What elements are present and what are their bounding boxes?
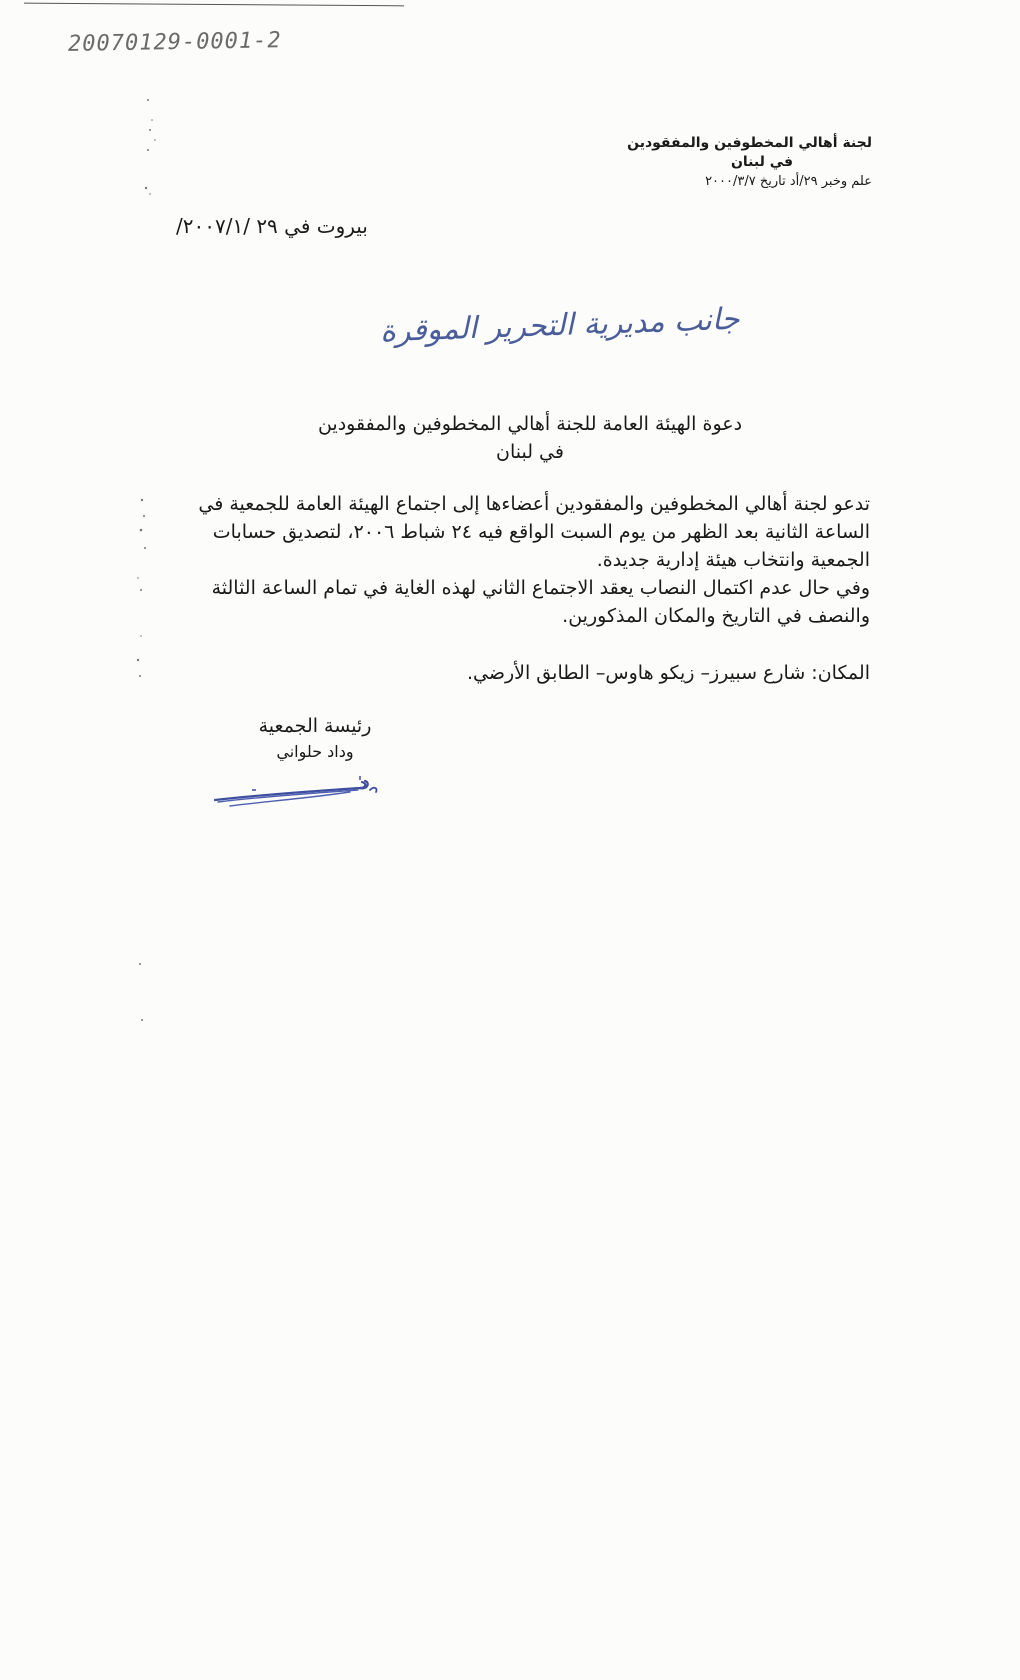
date-line: بيروت في ٢٩ /٢٠٠٧/١/ <box>176 214 368 238</box>
letterhead-country: في لبنان <box>730 154 794 170</box>
body-line: تدعو لجنة أهالي المخطوفين والمفقودين أعضاءها إلى اجتماع الهيئة العامة للجمعية في <box>198 493 870 515</box>
body-paragraph <box>190 490 870 630</box>
signer-name: وداد حلواني <box>276 742 354 761</box>
handwritten-reference-number: 20070129-0001-2 <box>67 28 282 57</box>
letterhead-license: علم وخبر ٢٩/أد تاريخ ٢٠٠٠/٣/٧ <box>705 174 872 189</box>
letterhead <box>627 134 872 191</box>
handwritten-addressee: جانب مديرية التحرير الموقرة <box>379 301 741 350</box>
scan-specks <box>0 0 200 1100</box>
signature-mark <box>370 788 377 792</box>
title-line-2: في لبنان <box>496 441 564 463</box>
body-line: الساعة الثانية بعد الظهر من يوم السبت الواقع فيه ٢٤ شباط ٢٠٠٦، لتصديق حسابات <box>212 521 870 543</box>
handwritten-signature <box>210 776 380 816</box>
body-line: والنصف في التاريخ والمكان المذكورين. <box>562 605 870 627</box>
signer-role: رئيسة الجمعية <box>258 715 372 737</box>
meeting-location: المكان: شارع سبيرز– زيكو هاوس– الطابق الأرضي. <box>466 662 870 684</box>
title-line-1: دعوة الهيئة العامة للجنة أهالي المخطوفين والمفقودين <box>317 413 743 435</box>
body-line: وفي حال عدم اكتمال النصاب يعقد الاجتماع الثاني لهذه الغاية في تمام الساعة الثالثة <box>211 577 870 599</box>
signer-block <box>240 712 390 764</box>
body-line: الجمعية وانتخاب هيئة إدارية جديدة. <box>596 549 870 571</box>
invitation-title <box>300 410 760 466</box>
letterhead-organization: لجنة أهالي المخطوفين والمفقودين <box>627 135 872 151</box>
signature-dot <box>252 776 360 790</box>
